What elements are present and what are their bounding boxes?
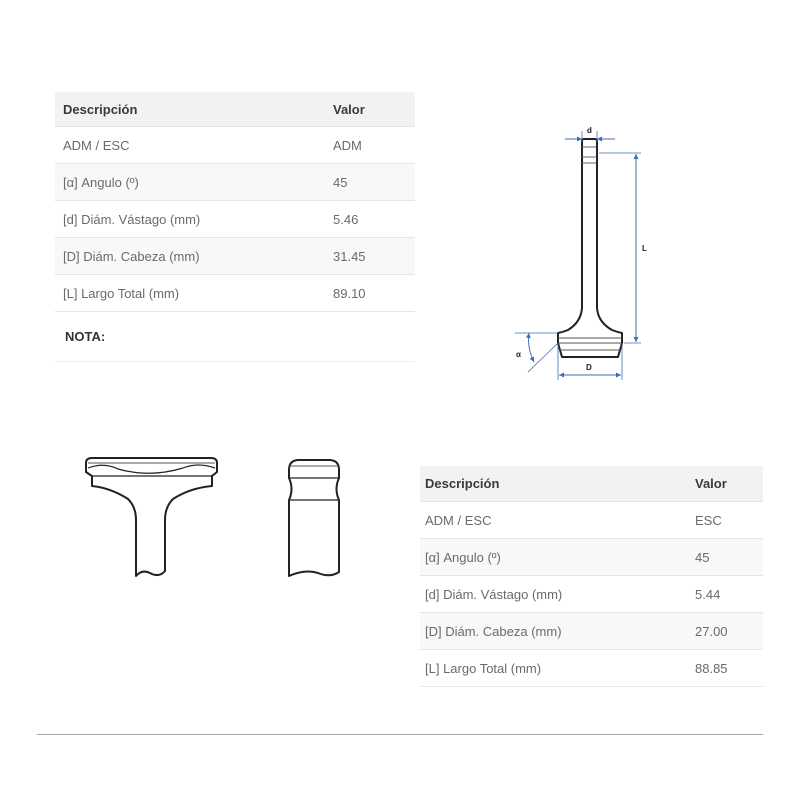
row-label: [L] Largo Total (mm) — [425, 660, 542, 676]
row-label: [D] Diám. Cabeza (mm) — [63, 248, 200, 264]
angle-arc — [529, 333, 534, 362]
row-value: 45 — [695, 549, 710, 565]
head-d-label: D — [586, 363, 592, 372]
row-value: 89.10 — [333, 285, 366, 301]
table-header-row — [55, 92, 415, 127]
row-label: [L] Largo Total (mm) — [63, 285, 180, 301]
note-label: NOTA: — [55, 312, 415, 362]
row-label: [α] Angulo (º) — [425, 549, 501, 565]
header-value: Valor — [695, 476, 727, 491]
valve-stem-tip-drawing — [289, 460, 339, 576]
bottom-divider — [37, 734, 763, 735]
row-label: ADM / ESC — [63, 137, 130, 153]
angle-label: α — [516, 350, 521, 359]
valve-detail-drawings — [75, 445, 355, 590]
table-row — [55, 164, 415, 201]
row-value: 27.00 — [695, 623, 728, 639]
row-label: [α] Angulo (º) — [63, 174, 139, 190]
table-row — [55, 127, 415, 164]
table-row — [420, 576, 763, 613]
table-row — [420, 539, 763, 576]
table-row — [55, 201, 415, 238]
table-row — [55, 275, 415, 312]
table-row — [420, 502, 763, 539]
header-description: Descripción — [425, 476, 500, 491]
table-header-row — [420, 466, 763, 502]
row-value: 5.44 — [695, 586, 721, 602]
row-label: [d] Diám. Vástago (mm) — [63, 211, 201, 227]
row-label: ADM / ESC — [425, 512, 492, 528]
table-row — [55, 238, 415, 275]
row-label: [D] Diám. Cabeza (mm) — [425, 623, 562, 639]
l-label: L — [642, 244, 647, 253]
row-value: ESC — [695, 512, 722, 528]
header-value: Valor — [333, 101, 365, 117]
row-value: ADM — [333, 137, 362, 153]
table-row — [420, 650, 763, 687]
row-value: 5.46 — [333, 211, 359, 227]
table-row — [420, 613, 763, 650]
row-value: 31.45 — [333, 248, 366, 264]
valve-stem-outline — [558, 139, 622, 357]
row-label: [d] Diám. Vástago (mm) — [425, 586, 563, 602]
d-label: d — [587, 126, 592, 135]
valve-head-section-drawing — [86, 458, 217, 576]
header-description: Descripción — [63, 101, 138, 117]
spec-table-intake — [55, 92, 415, 362]
spec-table-exhaust — [420, 466, 763, 687]
valve-dimension-diagram — [500, 115, 670, 390]
row-value: 88.85 — [695, 660, 728, 676]
row-value: 45 — [333, 174, 348, 190]
